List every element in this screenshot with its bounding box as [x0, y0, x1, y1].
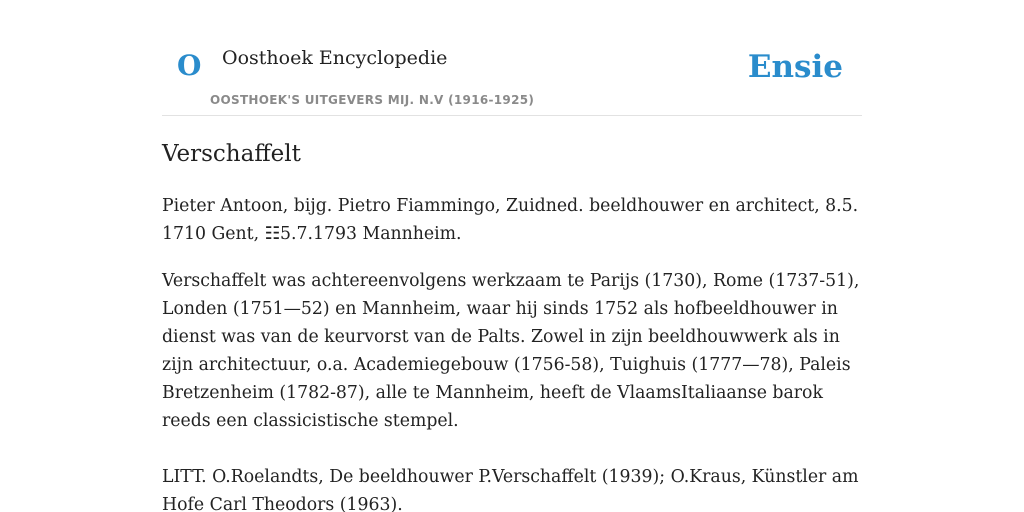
source-publisher: OOSTHOEK'S UITGEVERS MIJ. N.V (1916-1925): [210, 93, 535, 107]
source-logo[interactable]: O: [177, 49, 202, 82]
entry-title: Verschaffelt: [162, 141, 301, 167]
ensie-logo[interactable]: Ensie: [747, 49, 843, 85]
entry-paragraph-literature: LITT. O.Roelandts, De beeldhouwer P.Verschaffelt (1939); O.Kraus, Künstler am Hofe Carl Theodors (1963).: [162, 467, 859, 512]
source-header: [162, 0, 862, 116]
entry-paragraph-intro: Pieter Antoon, bijg. Pietro Fiammingo, Zuidned. beeldhouwer en architect, 8.5. 1710 Gent, ☷5.7.1793 Mannheim.: [162, 196, 859, 244]
entry-paragraph-body: Verschaffelt was achtereenvolgens werkzaam te Parijs (1730), Rome (1737-51), Londen (1751—52) en Mannheim, waar hij sinds 1752 als hofbeeldhouwer in dienst was van de keurvorst van de Palts. Zowel in zijn beeldhouwwerk als in zijn architectuur, o.a. Academiegebouw (1756-58), Tuighuis (1777—78), Paleis Bretzenheim (1782-87), alle te Mannheim, heeft de VlaamsItaliaanse barok reeds een classicistische stempel.: [162, 271, 860, 431]
source-title-link[interactable]: Oosthoek Encyclopedie: [222, 47, 448, 69]
page-content: [162, 0, 862, 512]
